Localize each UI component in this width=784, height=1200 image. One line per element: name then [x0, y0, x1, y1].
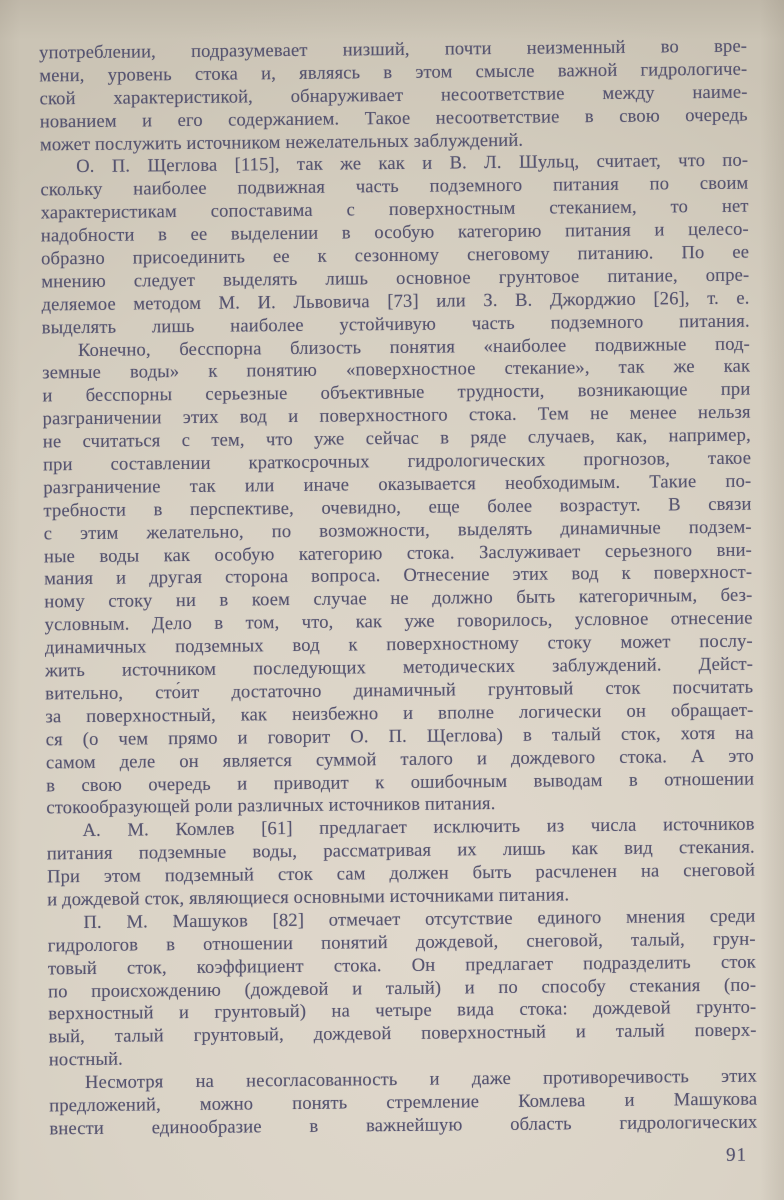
text-line: нованием и его содержанием. Такое несоответствие в свою очередь — [39, 104, 748, 133]
text-line: условным. Дело в том, что, как уже говорилось, условное отнесение — [44, 607, 753, 636]
text-line: ные воды как особую категорию стока. Заслуживает серьезного вни- — [43, 539, 753, 567]
text-line: ному стоку ни в коем случае не должно быть категоричным, без- — [44, 584, 753, 613]
text-line: динамичных подземных вод к поверхностному стоку может послу- — [44, 630, 753, 659]
paragraph — [46, 814, 755, 912]
text-line: по происхождению (дождевой и талый) и по способу стекания (по- — [48, 974, 757, 1002]
text-line: внести единообразие в важнейшую область гидрологических — [49, 1111, 758, 1140]
text-line: жить источником последующих методических заблуждений. Дейст- — [44, 653, 754, 682]
page-number: 91 — [725, 1144, 748, 1166]
text-line: предложений, можно понять стремление Комлева и Машукова — [49, 1088, 758, 1117]
text-line: О. П. Щеглова [115], так же как и В. Л. Шульц, считает, что по- — [76, 150, 749, 178]
text-line: разграничении этих вод и поверхностного стока. Тем не менее нельзя — [42, 401, 751, 430]
text-line: за поверхностный, как неизбежно и вполне логически он обращает- — [45, 699, 754, 728]
paragraph — [47, 905, 757, 1072]
text-line: может послужить источником нежелательных заблуждений. — [39, 129, 524, 155]
text-line: образно присоединить ее к сезонному снеговому питанию. По ее — [40, 241, 750, 270]
text-line: ской характеристикой, обнаруживает несоответствие между наиме- — [39, 81, 748, 110]
text-line: и дождевой сток, являющиеся основными источниками питания. — [47, 884, 570, 911]
paragraph — [42, 333, 755, 820]
text-line: и бесспорны серьезные объективные трудности, возникающие при — [42, 378, 751, 407]
text-line: мнению следует выделять лишь основное грунтовое питание, опре- — [41, 264, 750, 293]
text-line: мания и другая сторона вопроса. Отнесение этих вод к поверхност- — [44, 562, 753, 590]
paragraph — [39, 36, 748, 157]
text-block — [39, 36, 758, 1141]
text-line: в свою очередь и приводит к ошибочным выводам в отношении — [46, 768, 755, 796]
text-line: При этом подземный сток сам должен быть расчленен на снеговой — [46, 859, 756, 888]
text-line: самом деле он является суммой талого и дождевого стока. А это — [45, 745, 754, 773]
text-line: ностный. — [48, 1048, 123, 1071]
text-line: Несмотря на несогласованность и даже противоречивость этих — [84, 1065, 758, 1094]
text-line: вый, талый грунтовый, дождевой поверхностный и талый поверх- — [48, 1019, 757, 1048]
text-line: ся (о чем прямо и говорит О. П. Щеглова) в талый сток, хотя на — [45, 722, 754, 751]
text-line: товый сток, коэффициент стока. Он предлагает подразделить сток — [47, 951, 756, 979]
text-line: деляемое методом М. И. Львовича [73] или З. В. Джорджио [26], т. е. — [41, 287, 750, 316]
text-line: с этим желательно, по возможности, выделять динамичные подзем- — [43, 516, 752, 545]
text-line: вительно, сто́ит достаточно динамичный грунтовый сток посчитать — [45, 676, 754, 705]
text-line: земные воды» к понятию «поверхностное стекание», так же как — [42, 356, 751, 384]
text-line: стокообразующей роли различных источников питания. — [46, 793, 496, 819]
text-line: П. М. Машуков [82] отмечает отсутствие единого мнения среди — [83, 905, 756, 933]
text-line: гидрологов в отношении понятий дождевой, снеговой, талый, грун- — [47, 928, 756, 957]
text-line: разграничение так или иначе оказывается необходимым. Такие по- — [43, 470, 752, 499]
paragraph — [40, 150, 750, 340]
paragraph — [49, 1066, 758, 1141]
text-line: Конечно, бесспорна близость понятия «наиболее подвижные под- — [77, 333, 751, 361]
text-line: питания подземные воды, рассматривая их лишь как вид стекания. — [46, 836, 755, 865]
text-line: надобности в ее выделении в особую категорию питания и целесо- — [40, 218, 749, 247]
text-line: А. М. Комлев [61] предлагает исключить из числа источников — [82, 813, 755, 842]
text-line: не считаться с тем, что уже сейчас в ряде случаев, как, например, — [42, 424, 751, 453]
text-line: при составлении краткосрочных гидрологических прогнозов, такое — [42, 447, 752, 476]
text-line: выделять лишь наиболее устойчивую часть подземного питания. — [41, 310, 750, 339]
text-line: требности в перспективе, очевидно, еще более возрастут. В связи — [43, 493, 752, 522]
text-line: верхностный и грунтовый) на четыре вида стока: дождевой грунто- — [48, 996, 757, 1025]
text-line: мени, уровень стока и, являясь в этом смысле важной гидрологиче- — [39, 58, 748, 87]
text-line: употреблении, подразумевает низший, почти неизменный во вре- — [39, 35, 748, 64]
text-line: скольку наиболее подвижная часть подземного питания по своим — [40, 172, 749, 201]
text-line: характеристикам сопоставима с поверхностным стеканием, то нет — [40, 195, 749, 224]
page-footer — [39, 1145, 747, 1174]
